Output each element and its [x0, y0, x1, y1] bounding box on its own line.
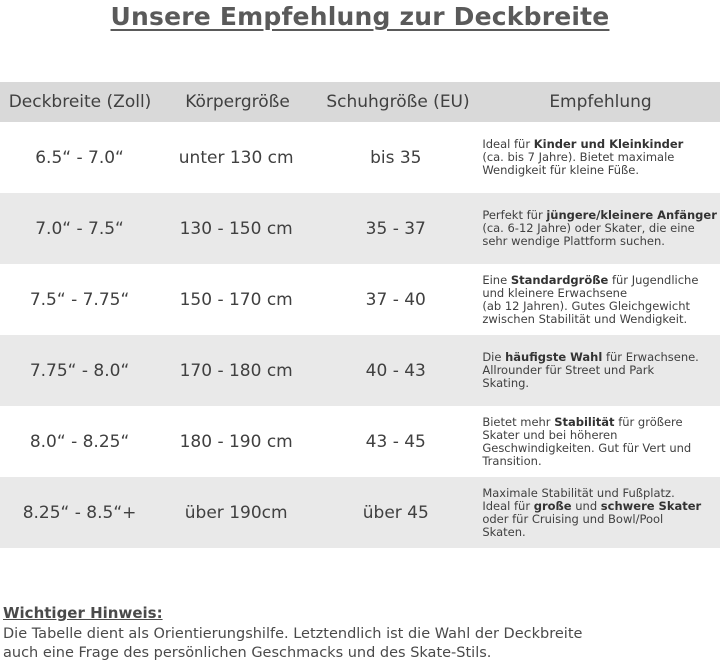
recommendation-line: (ca. bis 7 Jahre). Bietet maximale	[482, 150, 675, 164]
recommendation-line: Skater und bei höheren	[482, 427, 618, 442]
cell-recommendation	[478, 274, 720, 326]
cell-body-height: unter 130 cm	[178, 147, 294, 168]
header-recommendation: Empfehlung	[549, 92, 652, 112]
table-row	[0, 122, 720, 193]
cell-shoe-size: 37 - 40	[365, 289, 426, 310]
recommendation-line: Bietet mehr Stabilität für größere	[482, 414, 683, 429]
recommendation-line: Maximale Stabilität und Fußplatz.	[482, 485, 675, 500]
recommendation-line: Skaten.	[482, 524, 526, 539]
recommendation-line: Ideal für Kinder und Kleinkinder	[482, 137, 684, 151]
recommendation-line: und kleinere Erwachsene	[482, 285, 628, 300]
table-row	[0, 335, 720, 406]
recommendation-line: Wendigkeit für kleine Füße.	[482, 163, 639, 177]
recommendation-line: (ab 12 Jahren). Gutes Gleichgewicht	[482, 298, 690, 313]
recommendation-line: Die häufigste Wahl für Erwachsene.	[482, 350, 699, 364]
cell-deck-width: 7.75“ - 8.0“	[29, 360, 130, 381]
header-body-height: Körpergröße	[185, 92, 290, 112]
note-line: auch eine Frage des persönlichen Geschmacks und des Skate-Stils.	[3, 645, 492, 661]
recommendation-line: Skating.	[482, 376, 530, 390]
table-header	[0, 82, 720, 122]
table-row	[0, 264, 720, 335]
cell-deck-width: 8.0“ - 8.25“	[29, 431, 130, 452]
deck-width-table	[0, 82, 720, 548]
recommendation-line: zwischen Stabilität und Wendigkeit.	[482, 311, 688, 326]
cell-shoe-size: bis 35	[370, 147, 422, 168]
recommendation-line: Geschwindigkeiten. Gut für Vert und	[482, 440, 692, 455]
cell-body-height: 180 - 190 cm	[179, 431, 293, 452]
recommendation-line: Ideal für große und schwere Skater	[482, 498, 702, 513]
cell-deck-width: 7.0“ - 7.5“	[35, 218, 124, 239]
cell-shoe-size: 43 - 45	[365, 431, 426, 452]
cell-recommendation	[478, 416, 720, 468]
recommendation-line: sehr wendige Plattform suchen.	[482, 234, 665, 248]
cell-shoe-size: 40 - 43	[365, 360, 426, 381]
header-shoe-size: Schuhgröße (EU)	[326, 92, 470, 112]
cell-recommendation	[478, 209, 720, 248]
recommendation-line: Transition.	[482, 453, 542, 468]
cell-recommendation	[478, 138, 720, 177]
table-row	[0, 477, 720, 548]
cell-body-height: 130 - 150 cm	[179, 218, 293, 239]
cell-deck-width: 7.5“ - 7.75“	[29, 289, 130, 310]
cell-shoe-size: 35 - 37	[365, 218, 426, 239]
cell-body-height: über 190cm	[184, 502, 288, 523]
cell-deck-width: 6.5“ - 7.0“	[35, 147, 124, 168]
recommendation-line: Eine Standardgröße für Jugendliche	[482, 272, 699, 287]
table-row	[0, 406, 720, 477]
page-title: Unsere Empfehlung zur Deckbreite	[110, 2, 610, 31]
cell-body-height: 170 - 180 cm	[179, 360, 293, 381]
table-row	[0, 193, 720, 264]
note-line: Die Tabelle dient als Orientierungshilfe. Letztendlich ist die Wahl der Deckbreite	[3, 626, 583, 642]
recommendation-line: Perfekt für jüngere/kleinere Anfänger	[482, 208, 717, 222]
recommendation-line: Allrounder für Street und Park	[482, 363, 655, 377]
cell-recommendation	[478, 351, 720, 390]
cell-recommendation	[478, 487, 720, 539]
recommendation-line: (ca. 6-12 Jahre) oder Skater, die eine	[482, 221, 695, 235]
cell-body-height: 150 - 170 cm	[179, 289, 293, 310]
recommendation-line: oder für Cruising und Bowl/Pool	[482, 511, 664, 526]
note-heading: Wichtiger Hinweis:	[3, 604, 163, 622]
header-deck-width: Deckbreite (Zoll)	[8, 92, 152, 112]
note-text	[3, 625, 717, 663]
cell-deck-width: 8.25“ - 8.5“+	[22, 502, 137, 523]
cell-shoe-size: über 45	[362, 502, 429, 523]
